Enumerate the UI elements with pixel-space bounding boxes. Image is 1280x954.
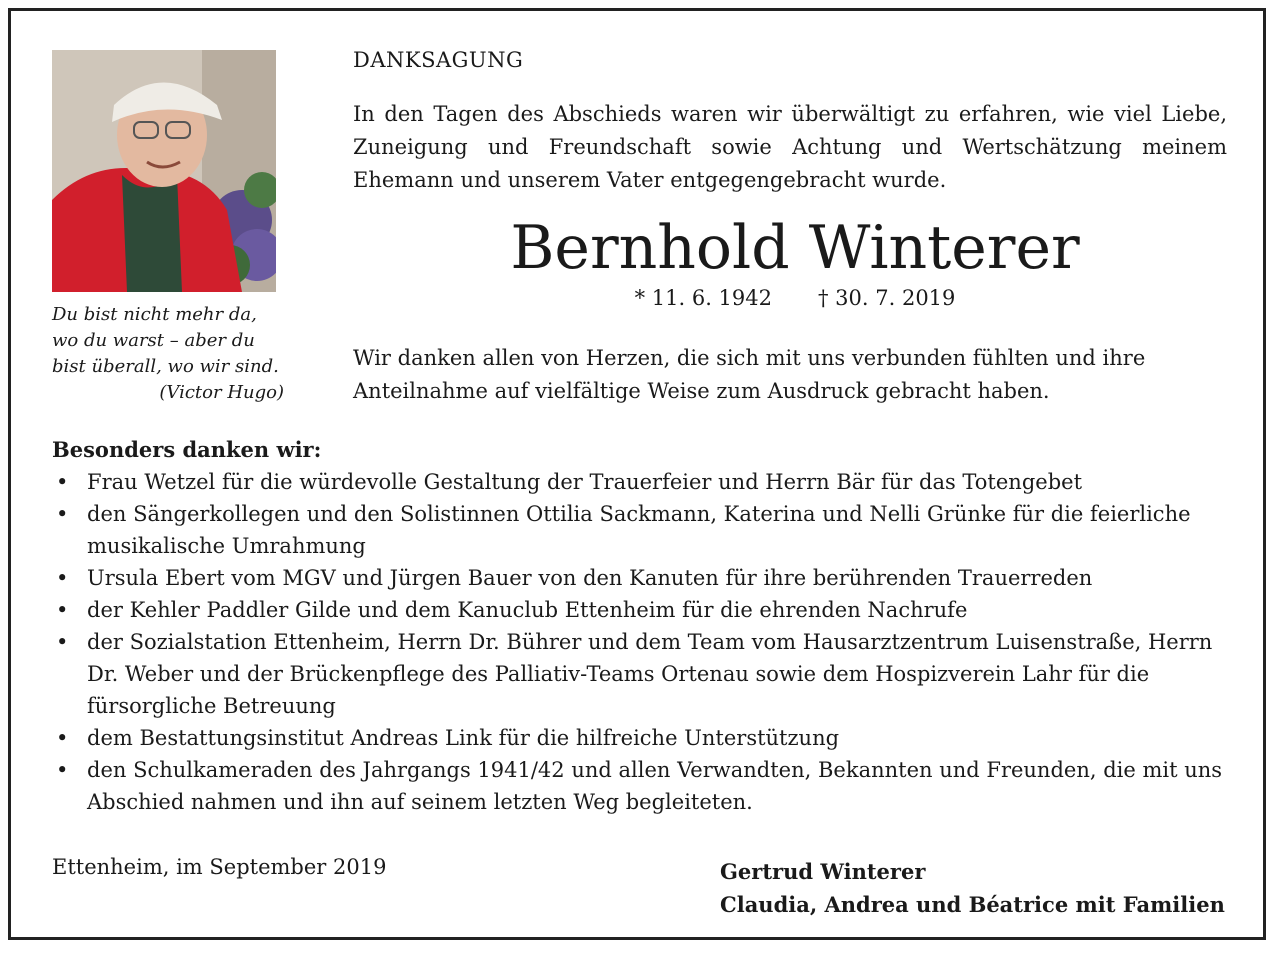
quote-line: bist überall, wo wir sind. [52,356,279,377]
thanks-list [52,466,1232,818]
thanks-paragraph: Wir danken allen von Herzen, die sich mit uns verbunden fühlten und ihre Anteilnahme auf vielfältige Weise zum Ausdruck gebracht haben. [353,346,1146,403]
page-heading: DANKSAGUNG [353,48,524,72]
list-item: • der Sozialstation Ettenheim, Herrn Dr. Bührer und dem Team vom Hausarztzentrum Luisenstraße, Herrn Dr. Weber und der Brückenpflege des Palliativ-Teams Ortenau sowie dem Hospizverein Lahr für die fürsorgliche Betreuung [52,626,1232,722]
list-item: • dem Bestattungsinstitut Andreas Link für die hilfreiche Unterstützung [52,722,1232,754]
list-item: • Ursula Ebert vom MGV und Jürgen Bauer von den Kanuten für ihre berührenden Trauerreden [52,562,1232,594]
signature-block [720,855,1225,921]
list-item: • den Schulkameraden des Jahrgangs 1941/42 und allen Verwandten, Bekannten und Freunden, die mit uns Abschied nahmen und ihn auf seinem letzten Weg begleiteten. [52,754,1232,818]
intro-paragraph: In den Tagen des Abschieds waren wir überwältigt zu erfahren, wie viel Liebe, Zuneigung und Freundschaft sowie Achtung und Wertschätzung meinem Ehemann und unserem Vater entgegengebracht wurde. [353,102,1227,192]
quote-block [52,302,292,406]
signature-line: Gertrud Winterer [720,859,926,884]
special-thanks-title: Besonders danken wir: [52,437,322,462]
list-item: • den Sängerkollegen und den Solistinnen Ottilia Sackmann, Katerina und Nelli Grünke für die feierliche musikalische Umrahmung [52,498,1232,562]
death-date: † 30. 7. 2019 [818,286,956,310]
birth-date: * 11. 6. 1942 [634,286,772,310]
quote-author: (Victor Hugo) [159,382,284,403]
list-item: • der Kehler Paddler Gilde und dem Kanuclub Ettenheim für die ehrenden Nachrufe [52,594,1232,626]
quote-line: Du bist nicht mehr da, [52,304,257,325]
life-dates [353,286,1237,310]
portrait-photo [52,50,276,292]
list-item: • Frau Wetzel für die würdevolle Gestaltung der Trauerfeier und Herrn Bär für das Totengebet [52,466,1232,498]
deceased-name: Bernhold Winterer [510,213,1080,283]
place-date: Ettenheim, im September 2019 [52,855,387,879]
quote-line: wo du warst – aber du [52,330,255,351]
signature-line: Claudia, Andrea und Béatrice mit Familien [720,892,1225,917]
